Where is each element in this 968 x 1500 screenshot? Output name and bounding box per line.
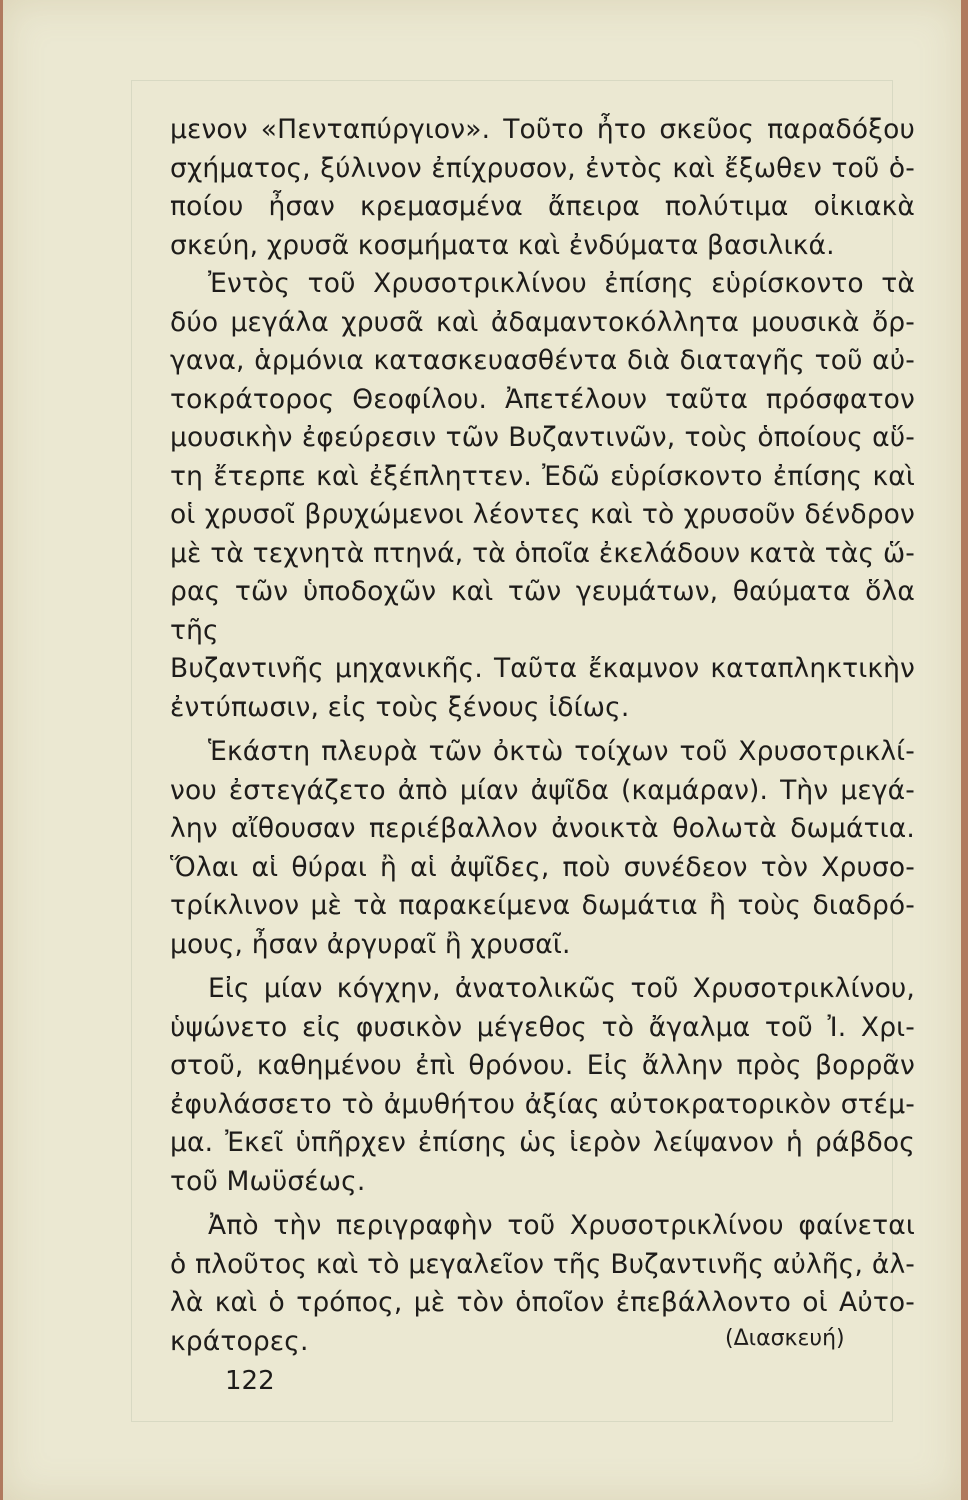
text-line: σκεύη, χρυσᾶ κοσμήματα καὶ ἐνδύματα βασιλικά. (170, 229, 835, 261)
text-line: μα. Ἐκεῖ ὑπῆρχεν ἐπίσης ὡς ἱερὸν λείψανον ἡ ράβδος (170, 1127, 915, 1158)
adaptation-credit: (Διασκευή) (725, 1326, 845, 1351)
text-line: Βυζαντινῆς μηχανικῆς. Ταῦτα ἔκαμνον καταπληκτικὴν (170, 653, 915, 684)
text-line: Ἀπὸ τὴν περιγραφὴν τοῦ Χρυσοτρικλίνου φαίνεται (208, 1210, 915, 1241)
text-line: γανα, ἁρμόνια κατασκευασθέντα διὰ διαταγῆς τοῦ αὐ- (170, 345, 915, 376)
page-number: 122 (225, 1366, 275, 1396)
text-line: ὁ πλοῦτος καὶ τὸ μεγαλεῖον τῆς Βυζαντινῆς αὐλῆς, ἀλ- (170, 1248, 915, 1280)
text-line: ὑψώνετο εἰς φυσικὸν μέγεθος τὸ ἄγαλμα τοῦ Ἰ. Χρι- (170, 1011, 915, 1043)
text-line: δύο μεγάλα χρυσᾶ καὶ ἀδαμαντοκόλλητα μουσικὰ ὄρ- (170, 306, 915, 338)
text-line: Εἰς μίαν κόγχην, ἀνατολικῶς τοῦ Χρυσοτρικλίνου, (208, 973, 915, 1004)
text-line: οἱ χρυσοῖ βρυχώμενοι λέοντες καὶ τὸ χρυσοῦν δένδρον (170, 499, 915, 530)
text-line: νου ἐστεγάζετο ἀπὸ μίαν ἀψῖδα (καμάραν). Τὴν μεγά- (170, 774, 915, 806)
text-line: στοῦ, καθημένου ἐπὶ θρόνου. Εἰς ἄλλην πρὸς βορρᾶν (170, 1050, 915, 1081)
text-line: τοκράτορος Θεοφίλου. Ἀπετέλουν ταῦτα πρόσφατον (170, 383, 915, 415)
text-line: ἐφυλάσσετο τὸ ἀμυθήτου ἀξίας αὐτοκρατορικὸν στέμ- (170, 1088, 915, 1120)
text-line: Ἐντὸς τοῦ Χρυσοτρικλίνου ἐπίσης εὑρίσκοντο τὰ (208, 268, 915, 299)
text-line: ρας τῶν ὑποδοχῶν καὶ τῶν γευμάτων, θαύματα ὅλα τῆς (170, 576, 915, 646)
text-line: σχήματος, ξύλινον ἐπίχρυσον, ἐντὸς καὶ ἔξωθεν τοῦ ὁ- (170, 152, 915, 184)
text-line: ποίου ἦσαν κρεμασμένα ἄπειρα πολύτιμα οἰκιακὰ (170, 191, 915, 222)
body-text (170, 111, 915, 1361)
text-line: Ὅλαι αἱ θύραι ἢ αἱ ἀψῖδες, ποὺ συνέδεον τὸν Χρυσο- (170, 851, 915, 883)
text-line: μους, ἦσαν ἀργυραῖ ἢ χρυσαῖ. (170, 928, 571, 960)
text-line: Ἑκάστη πλευρὰ τῶν ὀκτὼ τοίχων τοῦ Χρυσοτρικλί- (208, 736, 915, 767)
text-line: τη ἔτερπε καὶ ἐξέπληττεν. Ἐδῶ εὑρίσκοντο ἐπίσης καὶ (170, 460, 915, 492)
book-page (3, 0, 961, 1500)
text-line: κράτορες. (170, 1325, 309, 1357)
text-line: ἐντύπωσιν, εἰς τοὺς ξένους ἰδίως. (170, 691, 630, 723)
text-line: τρίκλινον μὲ τὰ παρακείμενα δωμάτια ἢ τοὺς διαδρό- (170, 890, 915, 921)
text-line: μουσικὴν ἐφεύρεσιν τῶν Βυζαντινῶν, τοὺς ὁποίους αὕ- (170, 422, 915, 453)
text-line: μενον «Πενταπύργιον». Τοῦτο ἦτο σκεῦος παραδόξου (170, 114, 915, 145)
text-line: λην αἴθουσαν περιέβαλλον ἀνοικτὰ θολωτὰ δωμάτια. (170, 813, 915, 844)
text-line: λὰ καὶ ὁ τρόπος, μὲ τὸν ὁποῖον ἐπεβάλλοντο οἱ Αὐτο- (170, 1287, 915, 1318)
text-line: μὲ τὰ τεχνητὰ πτηνά, τὰ ὁποῖα ἐκελάδουν κατὰ τὰς ὥ- (170, 537, 915, 569)
text-line: τοῦ Μωϋσέως. (170, 1165, 366, 1197)
